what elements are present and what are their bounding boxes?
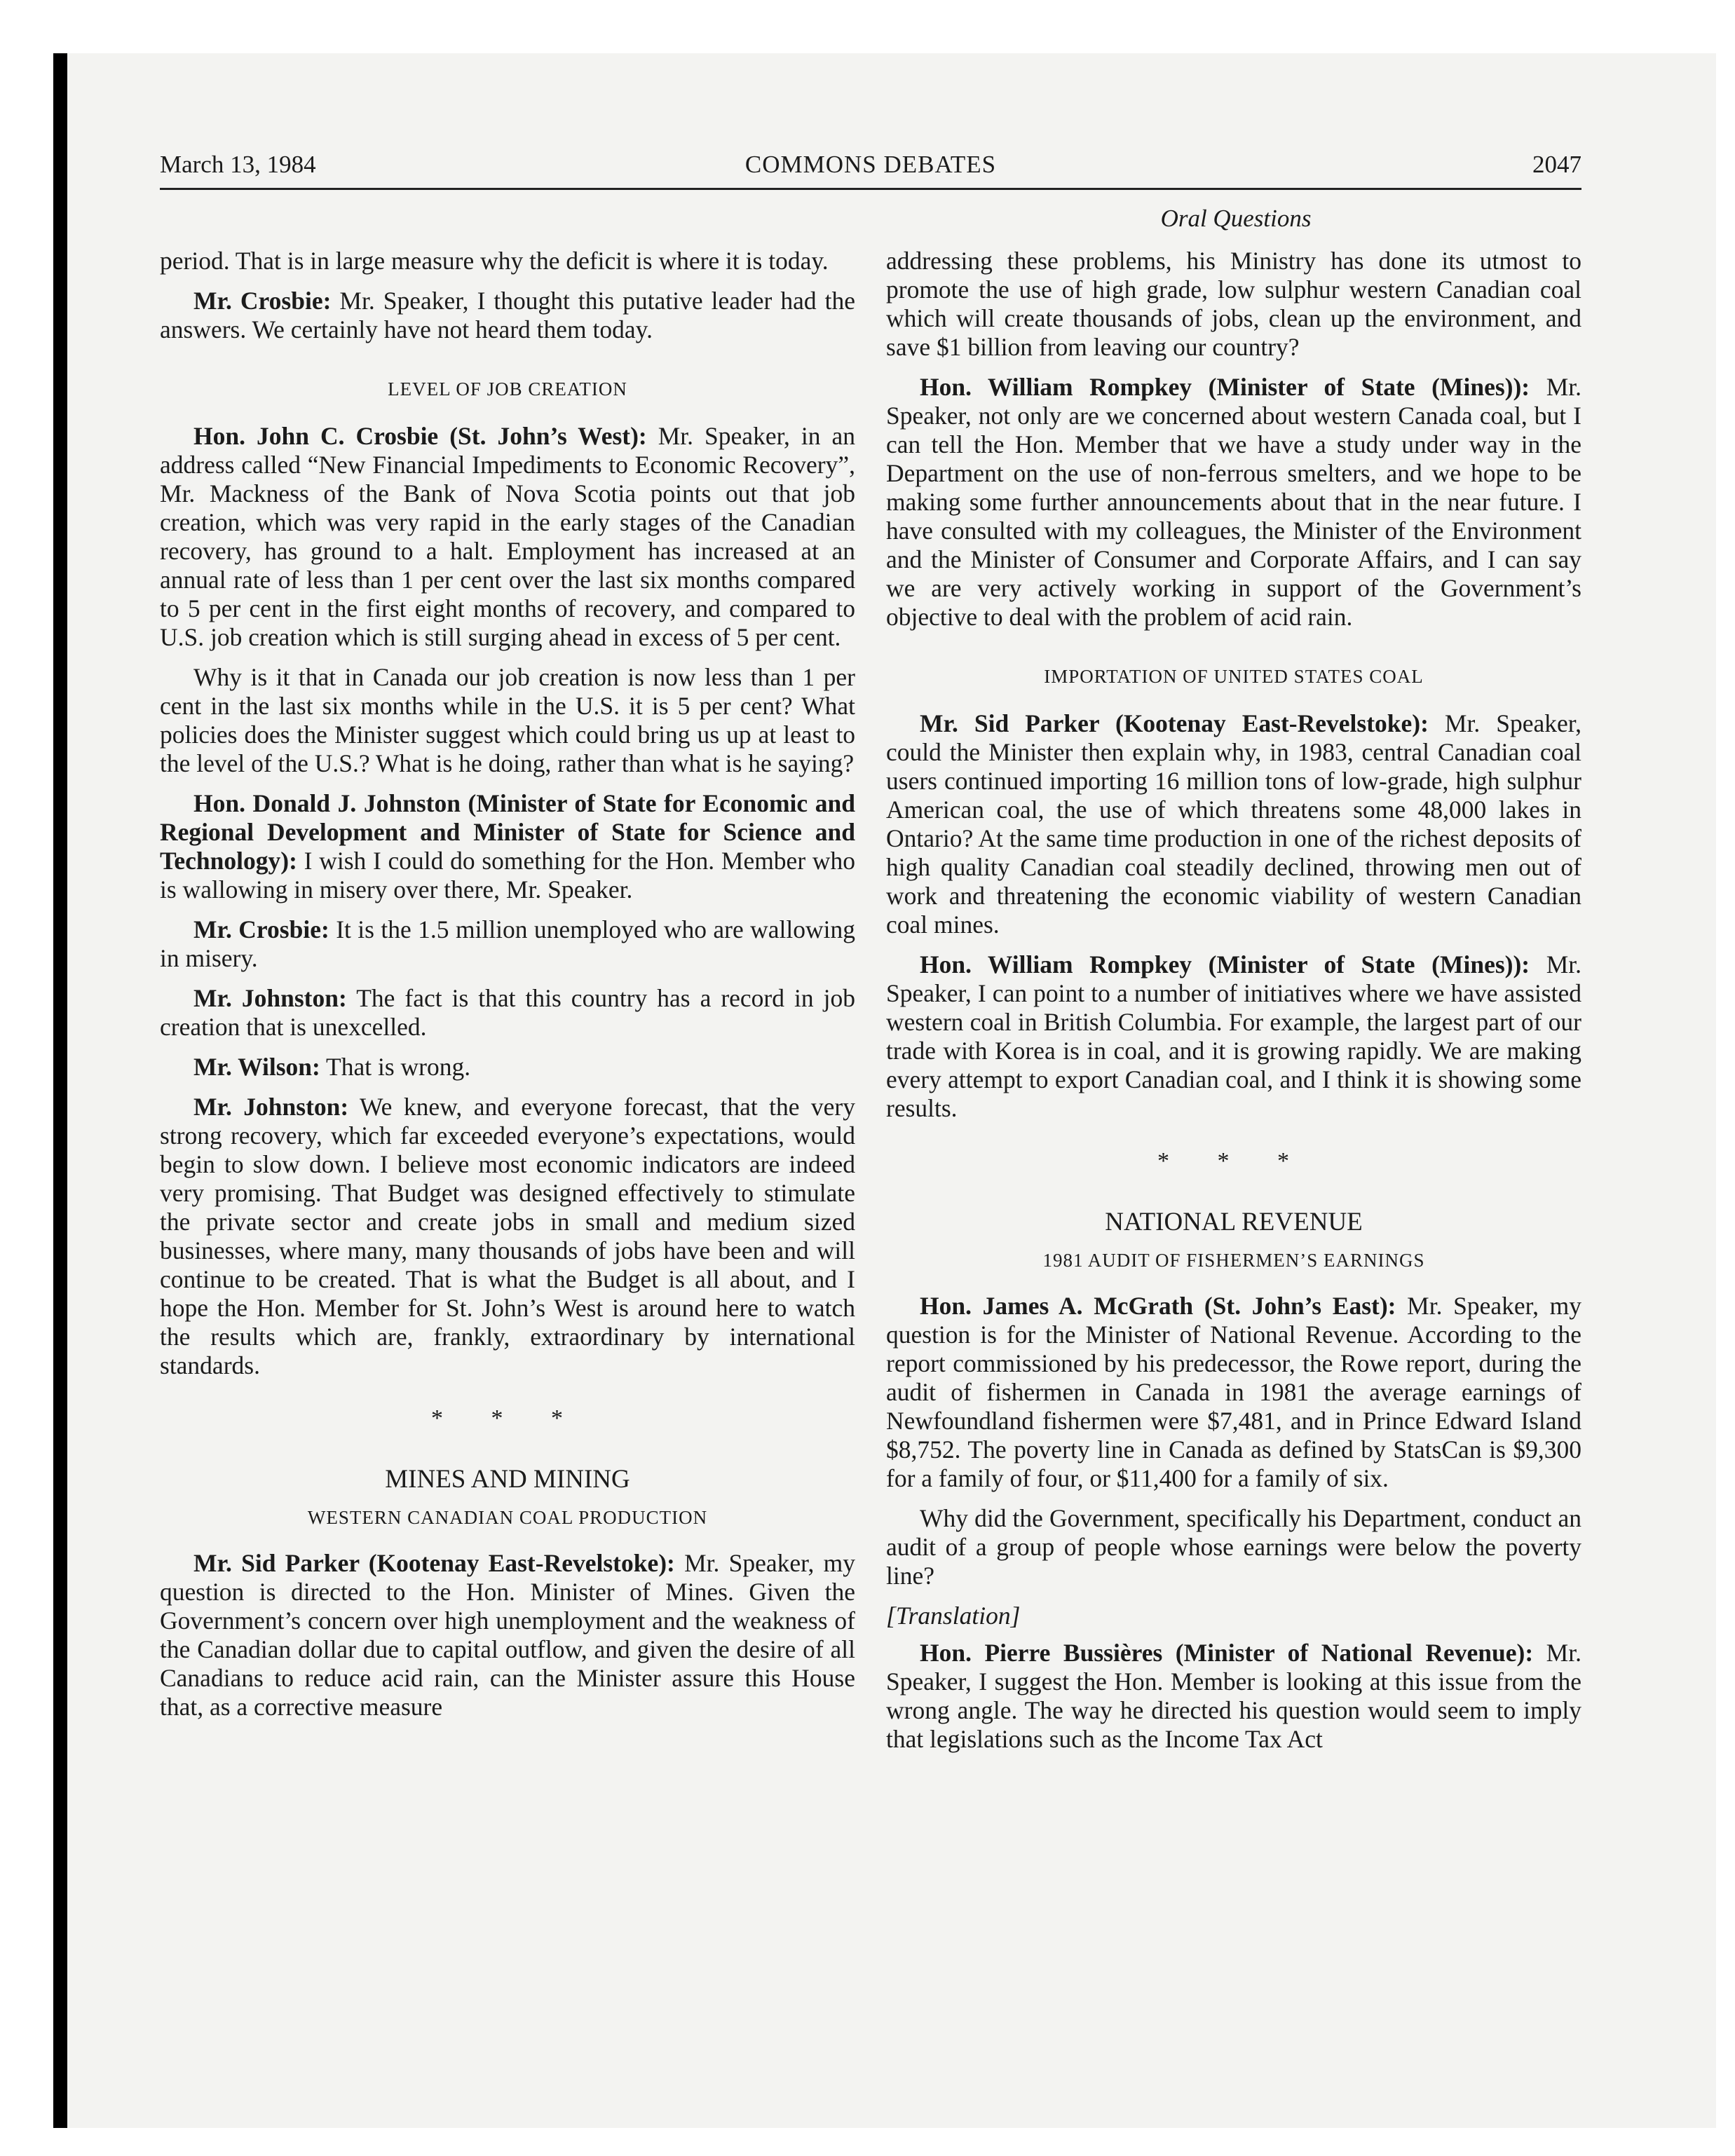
paragraph <box>160 915 855 973</box>
speaker-name: Mr. Wilson: <box>193 1053 320 1081</box>
speaker-name: Mr. Sid Parker (Kootenay East-Revelstoke): <box>920 709 1429 737</box>
speech-text: Mr. Speaker, my question is directed to the Hon. Minister of Mines. Given the Government’s concern over high unemployment and the weakness of the Canadian dollar due to capital outflow, and given the desire of all Canadians to reduce acid rain, can the Minister assure this House that, as a corrective measure <box>160 1549 855 1721</box>
speaker-name: Mr. Johnston: <box>193 984 347 1012</box>
paragraph <box>160 287 855 344</box>
speech-text: We knew, and everyone forecast, that the very strong recovery, which far exceeded everyone’s expectations, would begin to slow down. I believe most economic indicators are indeed very promising. That Budget was designed effectively to stimulate the private sector and create jobs in small and medium sized businesses, where many, many thousands of jobs have been and will continue to be created. That is what the Budget is all about, and I hope the Hon. Member for St. John’s West is around here to watch the results which are, frankly, extraordinary by international standards. <box>160 1093 855 1379</box>
speaker-name: Hon. Pierre Bussières (Minister of National Revenue): <box>920 1639 1534 1667</box>
section-heading: NATIONAL REVENUE <box>1105 1208 1363 1236</box>
speech-text: Mr. Speaker, my question is for the Minister of National Revenue. According to the report commissioned by his predecessor, the Rowe report, during the audit of fishermen in Canada in 1981 the average earnings of Newfoundland fishermen were $7,481, and in Prince Edward Island $8,752. The poverty line in Canada as defined by StatsCan is $9,300 for a family of four, or $11,400 for a family of six. <box>886 1292 1581 1492</box>
section-heading: MINES AND MINING <box>385 1465 630 1494</box>
speaker-name: Mr. Johnston: <box>193 1093 349 1121</box>
paragraph: addressing these problems, his Ministry has done its utmost to promote the use of high grade, low sulphur western Canadian coal which will create thousands of jobs, clean up the environment, and save $1 billion from leaving our country? <box>886 247 1581 361</box>
running-head: Oral Questions <box>1160 205 1312 232</box>
header-page-number: 2047 <box>1532 151 1581 178</box>
speaker-name: Mr. Sid Parker (Kootenay East-Revelstoke): <box>193 1549 675 1577</box>
speaker-name: Hon. Donald J. Johnston (Minister of State for Economic and Regional Development and Minister of State for Science and Technology): <box>160 789 855 875</box>
speaker-name: Mr. Crosbie: <box>193 915 329 943</box>
paragraph <box>160 1549 855 1721</box>
page-header <box>160 151 1581 193</box>
paragraph <box>160 422 855 652</box>
section-separator: * * * <box>1157 1148 1310 1174</box>
section-separator: * * * <box>431 1405 584 1431</box>
paragraph <box>886 1639 1581 1754</box>
left-column <box>160 247 855 1733</box>
speaker-name: Hon. William Rompkey (Minister of State (Mines)): <box>920 950 1530 978</box>
subheading: 1981 AUDIT OF FISHERMEN’S EARNINGS <box>1042 1250 1425 1271</box>
paragraph: Why did the Government, specifically his Department, conduct an audit of a group of people whose earnings were below the poverty line? <box>886 1504 1581 1590</box>
subheading: WESTERN CANADIAN COAL PRODUCTION <box>307 1507 708 1528</box>
speech-text: That is wrong. <box>320 1053 471 1081</box>
speaker-name: Hon. John C. Crosbie (St. John’s West): <box>193 422 647 450</box>
speech-text: The fact is that this country has a record in job creation that is unexcelled. <box>160 984 855 1041</box>
paragraph <box>886 1292 1581 1493</box>
speech-text: Mr. Speaker, in an address called “New Financial Impediments to Economic Recovery”, Mr. Mackness of the Bank of Nova Scotia points out that job creation, which was very rapid in the early stages of the Canadian recovery, has ground to a halt. Employment has increased at an annual rate of less than 1 per cent over the last six months compared to 5 per cent in the first eight months of recovery, and compared to U.S. job creation which is still surging ahead in excess of 5 per cent. <box>160 422 855 651</box>
paragraph <box>160 984 855 1042</box>
right-column <box>886 247 1581 1765</box>
speech-text: Mr. Speaker, could the Minister then explain why, in 1983, central Canadian coal users continued importing 16 million tons of low-grade, high sulphur American coal, the use of which threatens some 48,000 lakes in Ontario? At the same time production in one of the richest deposits of high quality Canadian coal steadily declined, throwing men out of work and threatening the economic viability of western Canadian coal mines. <box>886 709 1581 939</box>
speaker-name: Hon. William Rompkey (Minister of State (Mines)): <box>920 373 1530 401</box>
header-date: March 13, 1984 <box>160 151 316 178</box>
paragraph <box>160 1053 855 1082</box>
paragraph: period. That is in large measure why the deficit is where it is today. <box>160 247 829 275</box>
translation-note: [Translation] <box>886 1602 1021 1630</box>
scan-edge-bar <box>53 53 67 2128</box>
subheading: LEVEL OF JOB CREATION <box>388 378 627 400</box>
speech-text: Mr. Speaker, I suggest the Hon. Member is looking at this issue from the wrong angle. The way he directed his question would seem to imply that legislations such as the Income Tax Act <box>886 1639 1581 1753</box>
speech-text: Mr. Speaker, I thought this putative leader had the answers. We certainly have not heard them today. <box>160 287 855 343</box>
speech-text: Mr. Speaker, not only are we concerned about western Canada coal, but I can tell the Hon. Member that we have a study under way in the Department on the use of non-ferrous smelters, and we hope to be making some further announcements about that in the near future. I have consulted with my colleagues, the Minister of the Environment and the Minister of Consumer and Corporate Affairs, and I can say we are very actively working in support of the Government’s objective to deal with the problem of acid rain. <box>886 373 1582 631</box>
speech-text: I wish I could do something for the Hon. Member who is wallowing in misery over there, Mr. Speaker. <box>160 847 855 903</box>
paragraph <box>886 950 1581 1123</box>
header-title: COMMONS DEBATES <box>744 151 997 178</box>
subheading: IMPORTATION OF UNITED STATES COAL <box>1044 666 1424 687</box>
paragraph <box>160 1093 855 1380</box>
paragraph <box>886 709 1581 939</box>
speaker-name: Hon. James A. McGrath (St. John’s East): <box>920 1292 1396 1320</box>
speaker-name: Mr. Crosbie: <box>193 287 332 315</box>
paragraph <box>886 373 1581 632</box>
header-rule <box>160 188 1581 190</box>
paragraph: Why is it that in Canada our job creation is now less than 1 per cent in the last six months while in the U.S. it is 5 per cent? What policies does the Minister suggest which could bring us up at least to the level of the U.S.? What is he doing, rather than what is he saying? <box>160 663 855 777</box>
speech-text: Mr. Speaker, I can point to a number of initiatives where we have assisted western coal in British Columbia. For example, the largest part of our trade with Korea is in coal, and it is growing rapidly. We are making every attempt to export Canadian coal, and I think it is showing some results. <box>886 950 1582 1122</box>
paragraph <box>160 789 855 904</box>
speech-text: It is the 1.5 million unemployed who are wallowing in misery. <box>160 915 855 972</box>
